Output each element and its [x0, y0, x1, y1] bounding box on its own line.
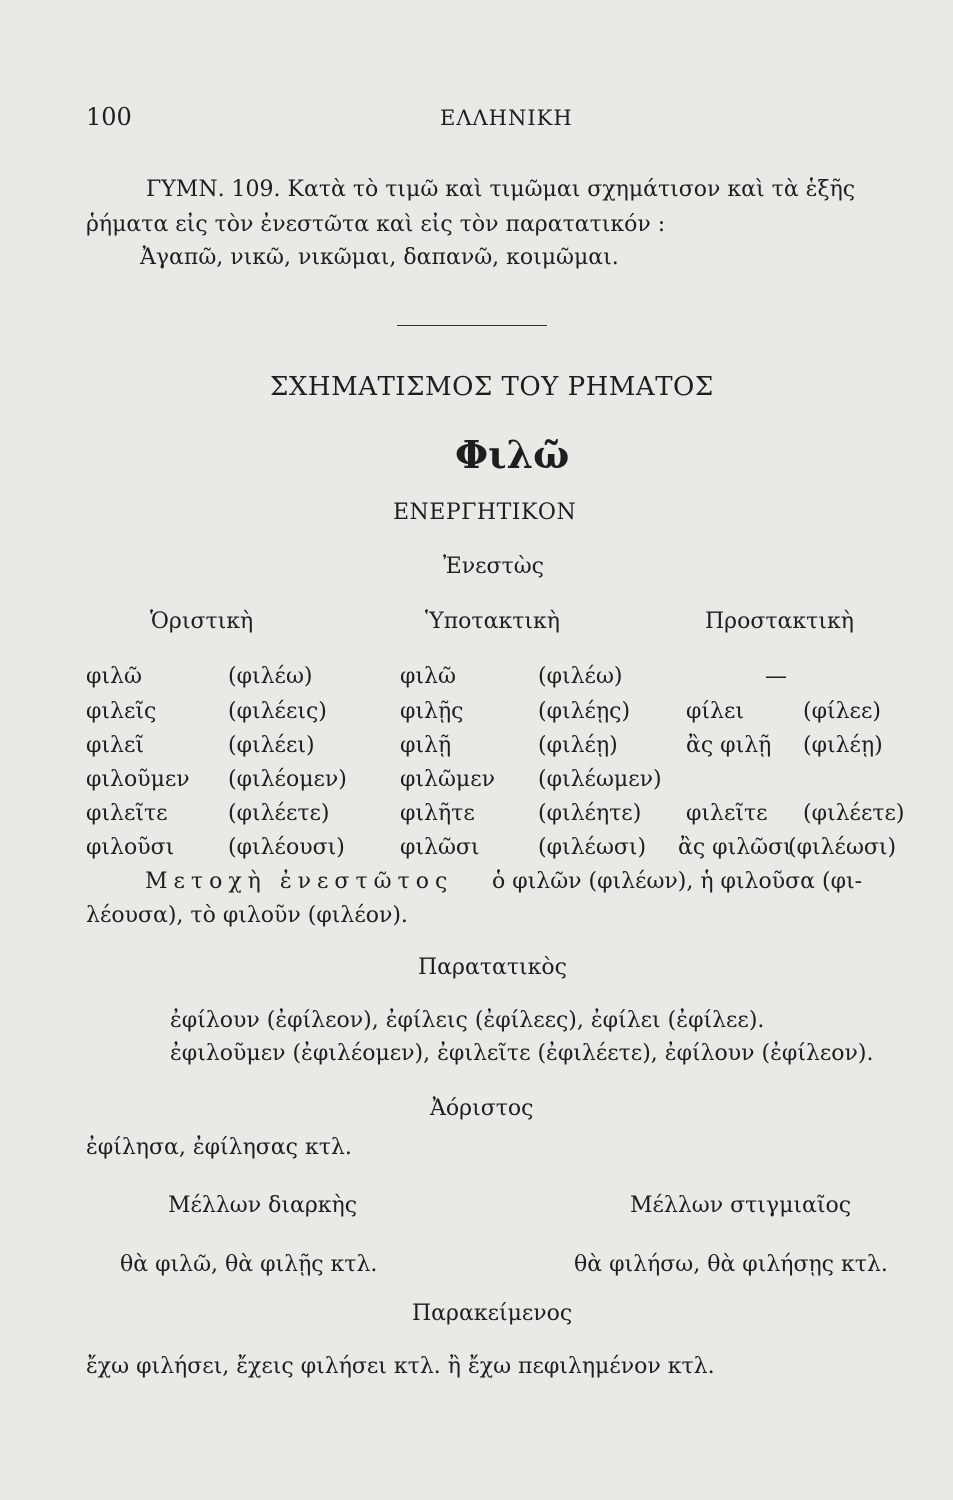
imperfect-line-2: ἐφιλοῦμεν (ἐφιλέομεν), ἐφιλεῖτε (ἐφιλέετε), ἐφίλουν (ἐφίλεον). — [170, 1041, 874, 1066]
table-cell: φίλει — [686, 699, 744, 724]
participle-label: Μετοχὴ ἐνεστῶτος — [145, 869, 454, 894]
imperfect-line-1: ἐφίλουν (ἐφίλεον), ἐφίλεις (ἐφίλεες), ἐφίλει (ἐφίλεε). — [170, 1008, 765, 1033]
table-cell: (φιλέῃ) — [803, 733, 883, 758]
exercise-line-2: ῥήματα εἰς τὸν ἐνεστῶτα καὶ εἰς τὸν παρατατικόν : — [86, 212, 666, 237]
table-cell: (φιλέει) — [228, 733, 315, 758]
table-cell: (φιλέῃς) — [538, 699, 631, 724]
section-title: ΣΧΗΜΑΤΙΣΜΟΣ ΤΟΥ ΡΗΜΑΤΟΣ — [270, 372, 714, 402]
page-number: 100 — [86, 103, 132, 131]
verb-heading: Φιλῶ — [455, 432, 570, 477]
col-header-indicative: Ὁριστικὴ — [150, 609, 254, 634]
aorist-heading: Ἀόριστος — [430, 1096, 534, 1121]
section-divider — [397, 325, 547, 326]
future-momentary-heading: Μέλλων στιγμιαῖος — [630, 1193, 852, 1218]
voice-heading: ΕΝΕΡΓΗΤΙΚΟΝ — [393, 500, 577, 525]
participle-forms: ὁ φιλῶν (φιλέων), ἡ φιλοῦσα (φι- — [492, 869, 863, 894]
table-cell: φιλῇ — [400, 733, 452, 758]
table-cell: (φίλεε) — [803, 699, 881, 724]
table-cell: (φιλέομεν) — [228, 767, 347, 792]
future-momentary-line: θὰ φιλήσω, θὰ φιλήσῃς κτλ. — [574, 1252, 888, 1277]
table-cell: (φιλέω) — [538, 664, 623, 689]
table-cell: (φιλέωσι) — [788, 835, 897, 860]
future-continuous-heading: Μέλλων διαρκὴς — [168, 1193, 358, 1218]
table-cell: (φιλέετε) — [228, 801, 330, 826]
perfect-line: ἔχω φιλήσει, ἔχεις φιλήσει κτλ. ἢ ἔχω πεφιλημένον κτλ. — [86, 1354, 715, 1379]
exercise-line-3: Ἀγαπῶ, νικῶ, νικῶμαι, δαπανῶ, κοιμῶμαι. — [140, 245, 619, 270]
table-cell: ἂς φιλῇ — [686, 733, 772, 758]
table-cell: φιλεῖ — [86, 733, 144, 758]
perfect-heading: Παρακείμενος — [412, 1301, 573, 1326]
table-cell: φιλῆτε — [400, 801, 475, 826]
table-cell: φιλῶσι — [400, 835, 480, 860]
table-cell: (φιλέουσι) — [228, 835, 345, 860]
table-cell: (φιλέῃ) — [538, 733, 618, 758]
running-title: ΕΛΛΗΝΙΚΗ — [440, 106, 573, 130]
exercise-line-1: ΓΥΜΝ. 109. Κατὰ τὸ τιμῶ καὶ τιμῶμαι σχημάτισον καὶ τὰ ἑξῆς — [146, 177, 856, 202]
future-continuous-line: θὰ φιλῶ, θὰ φιλῇς κτλ. — [120, 1252, 378, 1277]
table-cell: φιλῶμεν — [400, 767, 495, 792]
col-header-subjunctive: Ὑποτακτικὴ — [425, 609, 560, 634]
table-cell: (φιλέω) — [228, 664, 313, 689]
col-header-imperative: Προστακτικὴ — [705, 609, 854, 634]
table-cell: φιλῶ — [400, 664, 456, 689]
participle-forms-cont: λέουσα), τὸ φιλοῦν (φιλέον). — [86, 903, 408, 928]
table-cell: φιλοῦμεν — [86, 767, 190, 792]
table-cell: ἂς φιλῶσι — [678, 835, 792, 860]
table-cell: φιλεῖς — [86, 699, 157, 724]
table-cell: φιλῇς — [400, 699, 464, 724]
table-cell: — — [765, 664, 787, 689]
table-cell: φιλεῖτε — [686, 801, 768, 826]
present-heading: Ἐνεστὼς — [443, 554, 544, 579]
table-cell: φιλεῖτε — [86, 801, 168, 826]
table-cell: φιλοῦσι — [86, 835, 175, 860]
table-cell: (φιλέωμεν) — [538, 767, 662, 792]
imperfect-heading: Παρατατικὸς — [418, 955, 567, 980]
table-cell: (φιλέεις) — [228, 699, 327, 724]
table-cell: (φιλέωσι) — [538, 835, 647, 860]
table-cell: (φιλέητε) — [538, 801, 642, 826]
aorist-line: ἐφίλησα, ἐφίλησας κτλ. — [86, 1135, 352, 1160]
table-cell: φιλῶ — [86, 664, 142, 689]
table-cell: (φιλέετε) — [803, 801, 905, 826]
